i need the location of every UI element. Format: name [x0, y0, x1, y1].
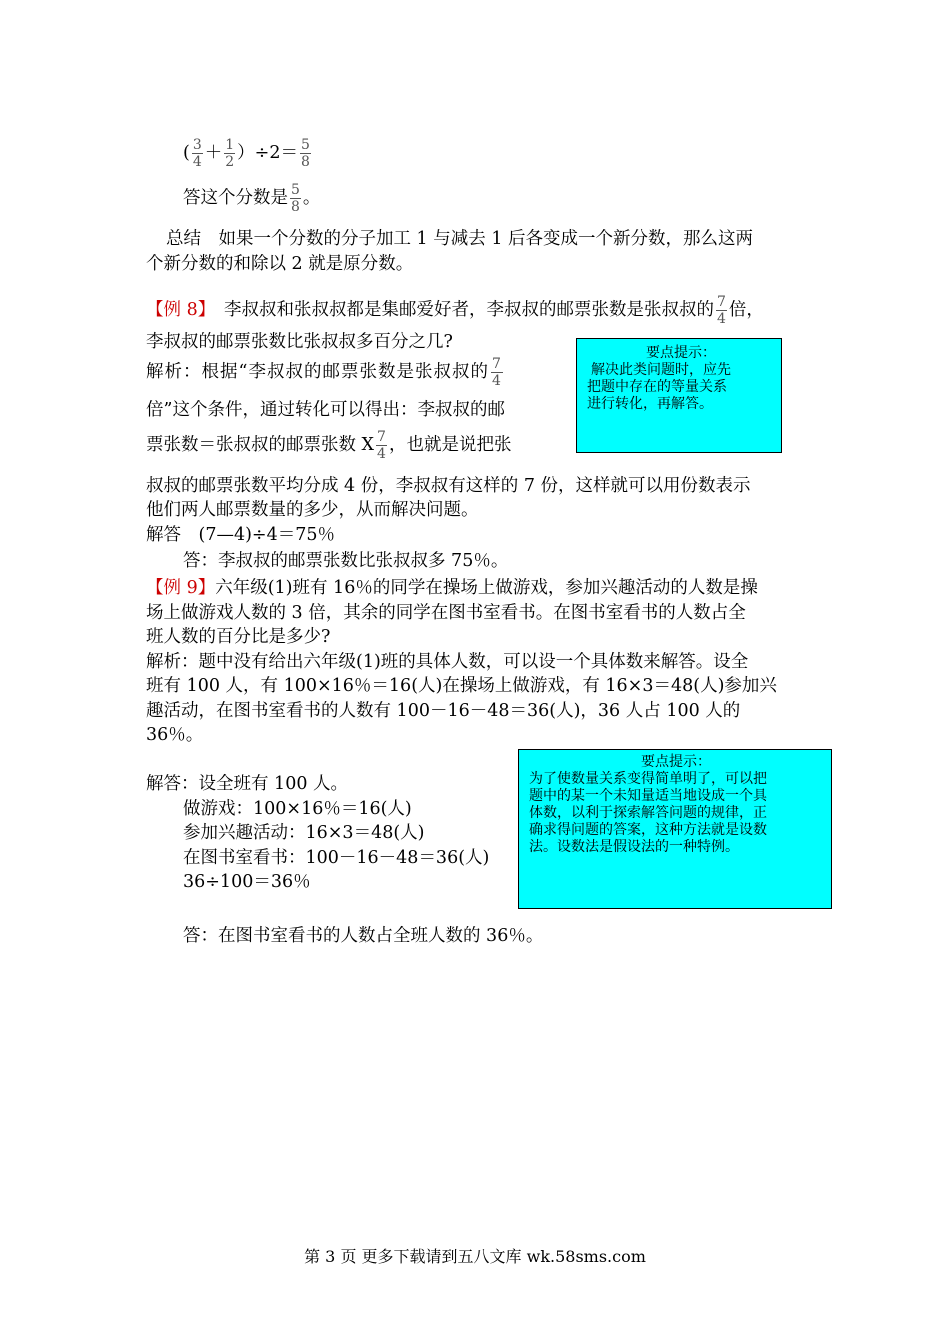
- example-8-tip-box: 要点提示： 解决此类问题时，应先 把题中存在的等量关系 进行转化，再解答。: [576, 338, 782, 453]
- example-9-solution-line-2: 做游戏：100×16％＝16(人): [183, 799, 412, 819]
- answer-line: 答这个分数是 $\frac{5}{8}$ 。: [183, 182, 321, 215]
- summary-line-2: 个新分数的和除以 2 就是原分数。: [146, 254, 414, 274]
- fraction: $\frac{3}{4}$: [192, 137, 202, 170]
- example-8-question-line-1: 【例 8】 李叔叔和张叔叔都是集邮爱好者，李叔叔的邮票张数是张叔叔的 $\frac{7}{4}$ 倍，: [146, 294, 764, 327]
- example-9-analysis-line-2: 班有 100 人，有 100×16％＝16(人)在操场上做游戏，有 16×3＝48(人)参加兴: [146, 676, 777, 696]
- example-8-question-line-2: 李叔叔的邮票张数比张叔叔多百分之几?: [146, 332, 453, 352]
- example-9-question-line-1: 【例 9】六年级(1)班有 16％的同学在操场上做游戏，参加兴趣活动的人数是操: [146, 578, 758, 598]
- example-8-solution: 解答 (7—4)÷4＝75％: [146, 525, 335, 545]
- example-9-solution-line-3: 参加兴趣活动：16×3＝48(人): [183, 823, 425, 843]
- fraction: $\frac{5}{8}$: [300, 137, 310, 170]
- summary-line-1: 总结 如果一个分数的分子加工 1 与减去 1 后各变成一个新分数，那么这两: [166, 229, 754, 249]
- fraction: $\frac{7}{4}$: [716, 294, 726, 327]
- tip-title: 要点提示：: [646, 345, 716, 361]
- equation-line: ( $\frac{3}{4}$ ＋ $\frac{1}{2}$ ）÷2＝ $\frac{5}{8}$: [183, 137, 310, 170]
- example-8-answer: 答：李叔叔的邮票张数比张叔叔多 75％。: [183, 551, 509, 571]
- fraction: $\frac{7}{4}$: [377, 429, 386, 462]
- example-9-tag: 【例 9】: [146, 578, 216, 598]
- example-9-analysis-line-4: 36％。: [146, 725, 204, 745]
- example-9-question-line-2: 场上做游戏人数的 3 倍，其余的同学在图书室看书。在图书室看书的人数占全: [146, 603, 746, 623]
- example-9-solution-line-4: 在图书室看书：100－16－48＝36(人): [183, 848, 490, 868]
- example-8-tag: 【例 8】: [146, 300, 207, 320]
- example-9-question-line-3: 班人数的百分比是多少?: [146, 627, 331, 647]
- fraction: $\frac{7}{4}$: [491, 356, 502, 389]
- tip-title: 要点提示：: [641, 754, 711, 770]
- example-9-analysis-line-1: 解析：题中没有给出六年级(1)班的具体人数，可以设一个具体数来解答。设全: [146, 652, 749, 672]
- example-9-tip-box: 要点提示： 为了使数量关系变得简单明了，可以把 题中的某一个未知量适当地设成一个具 体数，以利于探索解答问题的规律，正 确求得问题的答案，这种方法就是设数 法。设数法是假设法的一种特例。: [518, 749, 832, 909]
- example-9-solution-line-1: 解答：设全班有 100 人。: [146, 774, 349, 794]
- example-8-analysis-line-4: 叔叔的邮票张数平均分成 4 份，李叔叔有这样的 7 份，这样就可以用份数表示: [146, 476, 751, 496]
- example-8-analysis-line-5: 他们两人邮票数量的多少，从而解决问题。: [146, 500, 479, 520]
- fraction: $\frac{5}{8}$: [291, 182, 300, 215]
- example-9-analysis-line-3: 趣活动，在图书室看书的人数有 100－16－48＝36(人)，36 人占 100 人的: [146, 701, 741, 721]
- example-9-solution-line-5: 36÷100＝36％: [183, 872, 311, 892]
- example-8-analysis-line-3: 票张数＝张叔叔的邮票张数 X $\frac{7}{4}$ ，也就是说把张: [146, 429, 512, 462]
- example-8-analysis-line-1: 解析：根据“李叔叔的邮票张数是张叔叔的 $\frac{7}{4}$: [146, 356, 502, 389]
- fraction: $\frac{1}{2}$: [225, 137, 235, 170]
- example-8-analysis-line-2: 倍”这个条件，通过转化可以得出：李叔叔的邮: [146, 400, 505, 420]
- example-9-answer: 答：在图书室看书的人数占全班人数的 36％。: [183, 926, 544, 946]
- page-footer: 第 3 页 更多下载请到五八文库 wk.58sms.com: [304, 1247, 646, 1266]
